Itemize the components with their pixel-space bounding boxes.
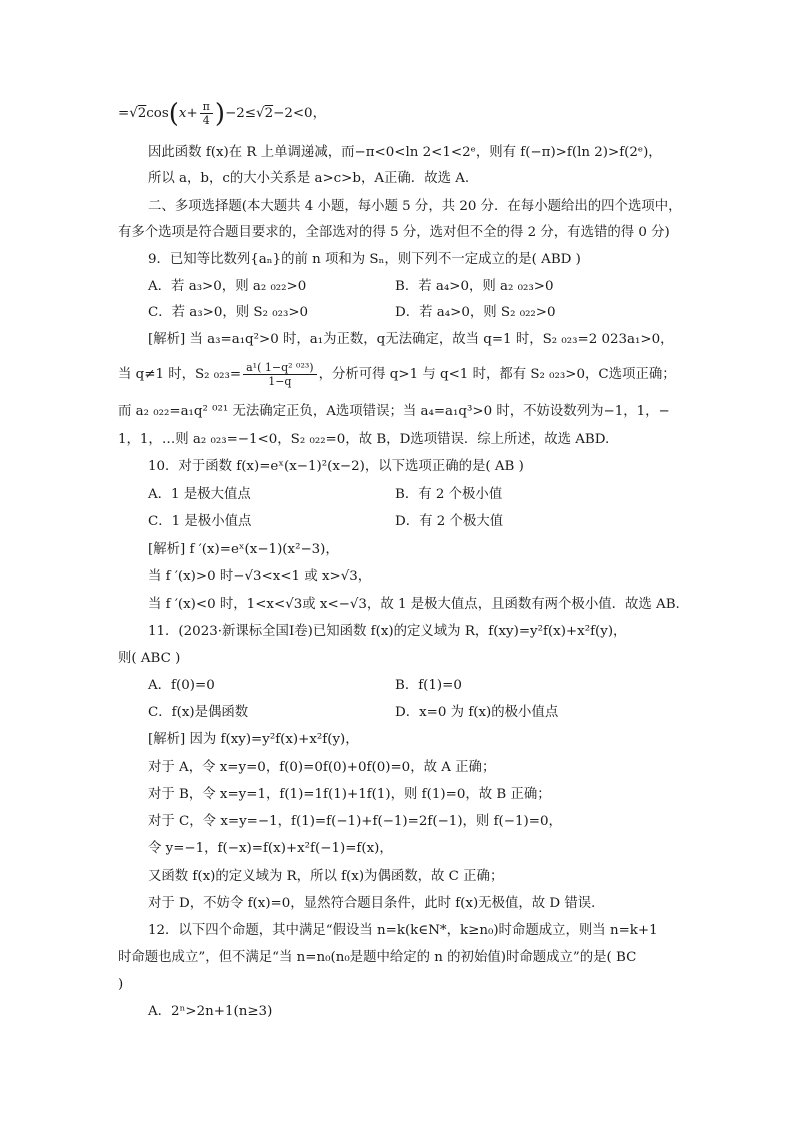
text-segment: cos [146, 106, 169, 121]
text-line: ) [118, 977, 124, 992]
analysis-line: 而 a₂ ₀₂₂=a₁q² ⁰²¹ 无法确定正负，A选项错误；当 a₄=a₁q³>0 时，不妨设数列为−1，1，− [118, 404, 670, 419]
text-segment: 2 [264, 106, 274, 121]
option-a: A．1 是极大值点 [148, 487, 251, 502]
analysis-line-fraction [118, 361, 676, 388]
analysis-line: [解析] f ′(x)=eˣ(x−1)(x²−3)， [148, 542, 339, 557]
text-segment: x+ [178, 106, 198, 121]
option-b: B．若 a₄>0，则 a₂ ₀₂₃>0 [395, 279, 554, 294]
analysis-line: 对于 D，不妨令 f(x)=0，显然符合题目条件，此时 f(x)无极值，故 D 错误． [148, 896, 605, 911]
option-c: C．若 a₃>0，则 S₂ ₀₂₃>0 [148, 305, 309, 320]
math-expression-line [118, 100, 326, 127]
analysis-line: [解析] 当 a₃=a₁q²>0 时，a₁为正数，q无法确定，故当 q=1 时，S₂ ₀₂₃=2 023a₁>0， [148, 332, 674, 347]
analysis-line: 1，1，…则 a₂ ₀₂₃=−1<0，S₂ ₀₂₂=0，故 B，D选项错误．综上所述，故选 ABD. [118, 432, 610, 447]
option-a: A．若 a₃>0，则 a₂ ₀₂₂>0 [148, 279, 307, 294]
option-d: D．x=0 为 f(x)的极小值点 [395, 705, 559, 720]
analysis-line: 对于 C，令 x=y=−1，f(1)=f(−1)+f(−1)=2f(−1)，则 f(−1)=0， [148, 814, 562, 829]
option-c: C．f(x)是偶函数 [148, 705, 249, 720]
analysis-line: 又函数 f(x)的定义域为 R，所以 f(x)为偶函数，故 C 正确； [148, 869, 504, 884]
option-d: D．若 a₄>0，则 S₂ ₀₂₂>0 [395, 305, 556, 320]
fraction-numerator: π [200, 100, 213, 114]
text-line: 有多个选项是符合题目要求的，全部选对的得 5 分，选对但不全的得 2 分，有选错的得 0 分) [118, 225, 670, 240]
option-c: C．1 是极小值点 [148, 514, 252, 529]
fraction [243, 361, 316, 388]
answer-line: 则( ABC ) [118, 651, 181, 666]
option-a: A．2ⁿ>2n+1(n≥3) [148, 1004, 273, 1019]
text-segment: −2<0， [273, 106, 326, 121]
fraction-denominator: 1−q [268, 375, 292, 388]
text-segment: 2 [137, 106, 147, 121]
paren-right: ) [214, 99, 226, 129]
text-segment: =√ [118, 106, 138, 121]
option-b: B．f(1)=0 [395, 678, 462, 693]
text-line: 因此函数 f(x)在 R 上单调递减，而−π<0<ln 2<1<2ᵉ，则有 f(−π)>f(ln 2)>f(2ᵉ)， [148, 145, 662, 160]
fraction-denominator: 4 [202, 114, 210, 127]
analysis-line: 当 f ′(x)<0 时，1<x<√3或 x<−√3，故 1 是极大值点，且函数有两个极小值．故选 AB. [148, 597, 680, 612]
question-10: 10．对于函数 f(x)=eˣ(x−1)²(x−2)，以下选项正确的是( AB ) [148, 459, 524, 474]
analysis-line: 令 y=−1，f(−x)=f(x)+x²f(−1)=f(x)， [148, 841, 393, 856]
fraction [200, 100, 213, 127]
text-segment: 当 q≠1 时，S₂ ₀₂₃= [118, 367, 242, 382]
text-line: 所以 a，b，c的大小关系是 a>c>b，A正确．故选 A. [148, 171, 470, 186]
option-a: A．f(0)=0 [148, 678, 215, 693]
section-heading: 二、多项选择题(本大题共 4 小题，每小题 5 分，共 20 分．在每小题给出的四个选项中， [148, 199, 682, 214]
option-b: B．有 2 个极小值 [395, 487, 503, 502]
text-segment: ，分析可得 q>1 与 q<1 时，都有 S₂ ₀₂₃>0，C选项正确； [318, 367, 676, 382]
analysis-line: 对于 B，令 x=y=1，f(1)=1f(1)+1f(1)，则 f(1)=0，故 B 正确； [148, 787, 551, 802]
analysis-line: [解析] 因为 f(xy)=y²f(x)+x²f(y)， [148, 732, 359, 747]
analysis-line: 当 f ′(x)>0 时−√3<x<1 或 x>√3， [148, 569, 372, 584]
paren-left: ( [168, 99, 179, 129]
question-12: 12．以下四个命题，其中满足“假设当 n=k(k∈N*，k≥n₀)时命题成立，则当 n=k+1 [148, 923, 658, 938]
fraction-numerator: a¹( 1−q² ⁰²³) [243, 361, 316, 375]
text-segment: −2≤√ [225, 106, 265, 121]
question-9: 9．已知等比数列{aₙ}的前 n 项和为 Sₙ，则下列不一定成立的是( ABD ) [148, 252, 581, 267]
option-d: D．有 2 个极大值 [395, 514, 504, 529]
text-line: 时命题也成立”，但不满足“当 n=n₀(n₀是题中给定的 n 的初始值)时命题成立”的是( BC [118, 950, 637, 965]
question-11: 11．(2023·新课标全国Ⅰ卷)已知函数 f(x)的定义域为 R，f(xy)=y²f(x)+x²f(y)， [148, 624, 627, 639]
analysis-line: 对于 A，令 x=y=0，f(0)=0f(0)+0f(0)=0，故 A 正确； [148, 760, 496, 775]
